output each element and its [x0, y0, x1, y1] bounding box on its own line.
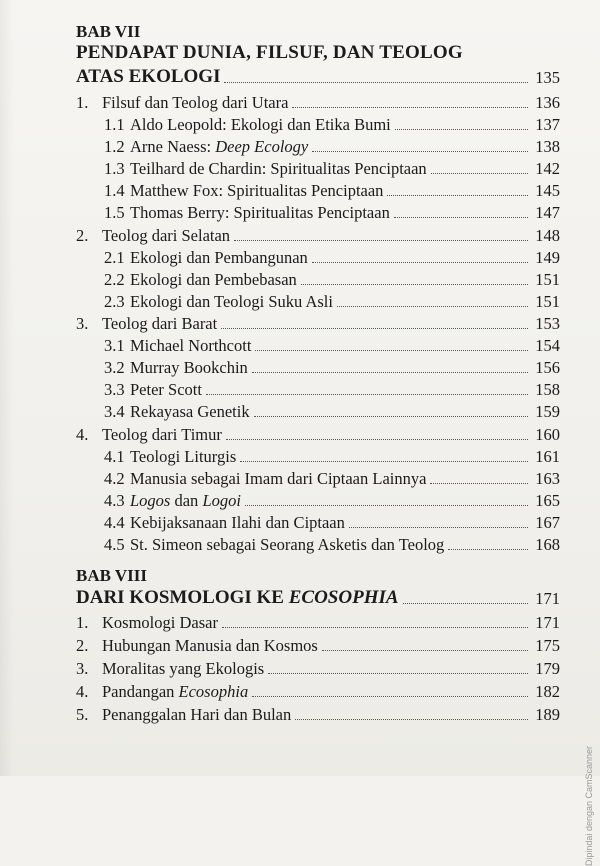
- page-number: 165: [535, 491, 560, 510]
- section-label: Kebijaksanaan Ilahi dan Ciptaan: [130, 513, 345, 532]
- leader-dots: [394, 217, 528, 218]
- page-number: 160: [535, 425, 560, 444]
- section-number: 4.: [76, 425, 89, 444]
- section-label: Filsuf dan Teolog dari Utara: [102, 93, 289, 112]
- leader-dots: [206, 394, 528, 395]
- section-number: 1.2: [104, 137, 125, 156]
- section-label: Ekologi dan Pembangunan: [130, 248, 308, 267]
- leader-dots: [431, 173, 528, 174]
- section-label: Hubungan Manusia dan Kosmos: [102, 636, 318, 655]
- toc-entry-3-4[interactable]: [104, 400, 560, 422]
- section-label: Murray Bookchin: [130, 358, 248, 377]
- page-number: 138: [535, 137, 560, 156]
- toc-entry-2[interactable]: [76, 224, 560, 246]
- section-label: Kosmologi Dasar: [102, 613, 218, 632]
- leader-dots: [395, 129, 528, 130]
- section-number: 3.: [76, 659, 89, 678]
- scanner-watermark: Dipindai dengan CamScanner: [584, 746, 594, 866]
- toc-entry-3-1[interactable]: [104, 334, 560, 356]
- toc-entry-b2[interactable]: [76, 634, 560, 656]
- leader-dots: [221, 328, 528, 329]
- toc-entry-1-3[interactable]: [104, 157, 560, 179]
- section-number: 3.2: [104, 358, 125, 377]
- leader-dots: [349, 527, 528, 528]
- section-number: 4.1: [104, 447, 125, 466]
- leader-dots: [268, 673, 528, 674]
- section-number: 4.: [76, 682, 89, 701]
- section-label: Thomas Berry: Spiritualitas Penciptaan: [130, 203, 390, 222]
- section-label: Matthew Fox: Spiritualitas Penciptaan: [130, 181, 384, 200]
- section-label: Aldo Leopold: Ekologi dan Etika Bumi: [130, 115, 391, 134]
- toc-entry-4-5[interactable]: [104, 533, 560, 555]
- page-number: 135: [535, 68, 560, 87]
- section-label: Penanggalan Hari dan Bulan: [102, 705, 292, 724]
- section-label: St. Simeon sebagai Seorang Asketis dan Teolog: [130, 535, 445, 554]
- leader-dots: [224, 82, 528, 83]
- section-number: 1.: [76, 93, 89, 112]
- toc-entry-1-5[interactable]: [104, 201, 560, 223]
- page-number: 136: [535, 93, 560, 112]
- leader-dots: [312, 151, 528, 152]
- toc-entry-2-2[interactable]: [104, 268, 560, 290]
- page-number: 151: [535, 292, 560, 311]
- page-number: 154: [535, 336, 560, 355]
- section-number: 3.1: [104, 336, 125, 355]
- chapter-7-title-line2: ATAS EKOLOGI: [76, 66, 221, 87]
- section-number: 2.2: [104, 270, 125, 289]
- section-label: [130, 491, 241, 511]
- section-label: Ekologi dan Teologi Suku Asli: [130, 292, 333, 311]
- leader-dots: [252, 372, 528, 373]
- chapter-8-number: BAB VIII: [76, 566, 148, 585]
- leader-dots: [255, 350, 528, 351]
- section-number: 1.4: [104, 181, 125, 200]
- leader-dots: [387, 195, 528, 196]
- page-number: 189: [535, 705, 560, 724]
- section-number: 1.1: [104, 115, 125, 134]
- leader-dots: [448, 549, 528, 550]
- page-number: 142: [535, 159, 560, 178]
- page-number: 147: [535, 203, 560, 222]
- section-label: Manusia sebagai Imam dari Ciptaan Lainnya: [130, 469, 427, 488]
- page-number: 167: [535, 513, 560, 532]
- page-number: 137: [535, 115, 560, 134]
- label-italic: Logos: [130, 491, 171, 510]
- section-number: 1.5: [104, 203, 125, 222]
- section-label: [130, 137, 308, 157]
- toc-entry-4-1[interactable]: [104, 445, 560, 467]
- toc-entry-4[interactable]: [76, 423, 560, 445]
- chapter-8-title: [76, 587, 399, 609]
- section-label: [102, 682, 248, 702]
- page-number: 168: [535, 535, 560, 554]
- section-number: 2.1: [104, 248, 125, 267]
- leader-dots: [337, 306, 528, 307]
- leader-dots: [252, 696, 528, 697]
- page-number: 161: [535, 447, 560, 466]
- section-number: 1.: [76, 613, 89, 632]
- leader-dots: [322, 650, 528, 651]
- toc-entry-4-3[interactable]: [104, 489, 560, 511]
- section-label: Peter Scott: [130, 380, 202, 399]
- leader-dots: [403, 603, 528, 604]
- toc-entry-1[interactable]: [76, 91, 560, 113]
- toc-entry-1-2[interactable]: [104, 135, 560, 157]
- leader-dots: [222, 627, 528, 628]
- leader-dots: [301, 284, 528, 285]
- toc-entry-2-3[interactable]: [104, 290, 560, 312]
- section-number: 3.: [76, 314, 89, 333]
- page-number: 145: [535, 181, 560, 200]
- label-text: DARI KOSMOLOGI KE: [76, 587, 289, 608]
- toc-entry-chapter-8[interactable]: [76, 587, 560, 609]
- section-number: 4.5: [104, 535, 125, 554]
- toc-entry-1-1[interactable]: [104, 113, 560, 135]
- toc-entry-1-4[interactable]: [104, 179, 560, 201]
- section-number: 3.3: [104, 380, 125, 399]
- section-number: 1.3: [104, 159, 125, 178]
- section-label: Rekayasa Genetik: [130, 402, 250, 421]
- page-number: 159: [535, 402, 560, 421]
- section-label: Teolog dari Barat: [102, 314, 218, 333]
- section-number: 4.4: [104, 513, 125, 532]
- section-label: Ekologi dan Pembebasan: [130, 270, 297, 289]
- page-number: 158: [535, 380, 560, 399]
- page-number: 156: [535, 358, 560, 377]
- toc-entry-4-4[interactable]: [104, 511, 560, 533]
- toc-entry-b3[interactable]: [76, 657, 560, 679]
- section-number: 3.4: [104, 402, 125, 421]
- label-text: dan: [170, 491, 203, 510]
- page-number: 153: [535, 314, 560, 333]
- toc-entry-3-2[interactable]: [104, 356, 560, 378]
- leader-dots: [292, 107, 528, 108]
- leader-dots: [430, 483, 528, 484]
- section-label: Michael Northcott: [130, 336, 252, 355]
- leader-dots: [254, 416, 528, 417]
- chapter-7-number: BAB VII: [76, 22, 141, 41]
- section-number: 2.: [76, 226, 89, 245]
- leader-dots: [234, 240, 528, 241]
- section-label: Teolog dari Timur: [102, 425, 222, 444]
- toc-entry-4-2[interactable]: [104, 467, 560, 489]
- page-number: 175: [535, 636, 560, 655]
- section-number: 2.: [76, 636, 89, 655]
- label-italic: Ecosophia: [178, 682, 249, 701]
- page-number: 149: [535, 248, 560, 267]
- page-edge-shadow: [0, 0, 14, 776]
- label-italic: Deep Ecology: [215, 137, 309, 156]
- chapter-7-title-line1: PENDAPAT DUNIA, FILSUF, DAN TEOLOG: [76, 42, 463, 63]
- toc-entry-b5[interactable]: [76, 703, 560, 725]
- toc-entry-b4[interactable]: [76, 680, 560, 702]
- section-label: Teologi Liturgis: [130, 447, 237, 466]
- leader-dots: [312, 262, 528, 263]
- leader-dots: [226, 439, 528, 440]
- page-number: 171: [535, 589, 560, 608]
- toc-entry-2-1[interactable]: [104, 246, 560, 268]
- section-number: 4.2: [104, 469, 125, 488]
- label-italic: Logoi: [202, 491, 241, 510]
- leader-dots: [295, 719, 528, 720]
- page-number: 148: [535, 226, 560, 245]
- section-number: 5.: [76, 705, 89, 724]
- section-number: 4.3: [104, 491, 125, 510]
- section-number: 2.3: [104, 292, 125, 311]
- toc-entry-b1[interactable]: [76, 611, 560, 633]
- label-text: Arne Naess:: [130, 137, 216, 156]
- page-number: 182: [535, 682, 560, 701]
- section-label: Teilhard de Chardin: Spiritualitas Penciptaan: [130, 159, 427, 178]
- leader-dots: [240, 461, 528, 462]
- leader-dots: [245, 505, 528, 506]
- page-number: 179: [535, 659, 560, 678]
- page-number: 151: [535, 270, 560, 289]
- section-label: Moralitas yang Ekologis: [102, 659, 265, 678]
- toc-entry-chapter-7[interactable]: [76, 66, 560, 88]
- label-text: Pandangan: [102, 682, 179, 701]
- label-italic: ECOSOPHIA: [288, 587, 399, 608]
- section-label: Teolog dari Selatan: [102, 226, 231, 245]
- toc-entry-3-3[interactable]: [104, 378, 560, 400]
- toc-entry-3[interactable]: [76, 312, 560, 334]
- page-number: 171: [535, 613, 560, 632]
- page-number: 163: [535, 469, 560, 488]
